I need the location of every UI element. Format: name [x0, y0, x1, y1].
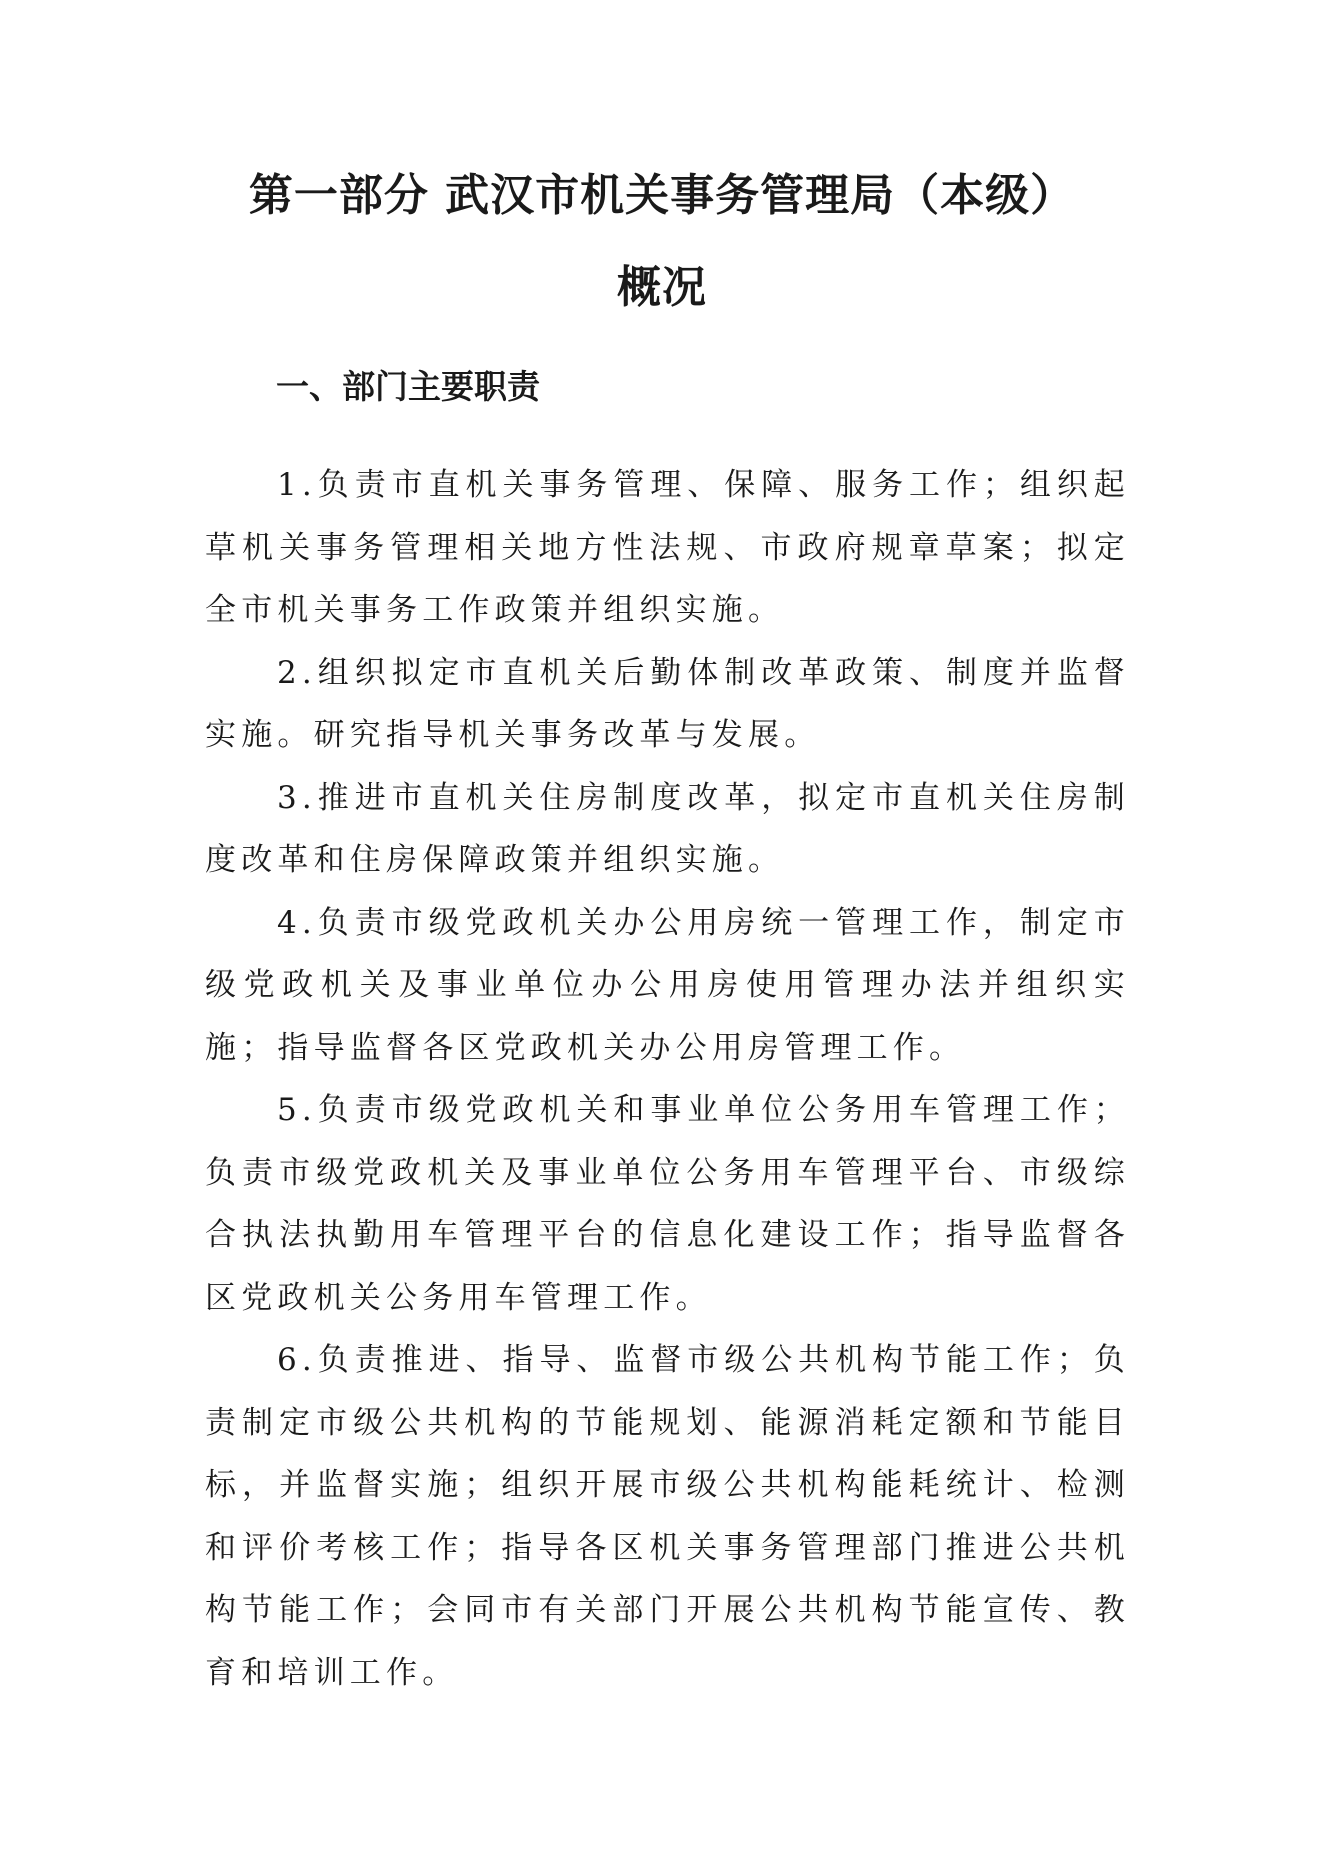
document-title-line-2: 概况 — [617, 262, 707, 313]
document-body — [205, 454, 1130, 1704]
duty-paragraph-1: 1.负责市直机关事务管理、保障、服务工作；组织起草机关事务管理相关地方性法规、市政府规章草案；拟定全市机关事务工作政策并组织实施。 — [205, 467, 1130, 628]
duty-paragraph-3: 3.推进市直机关住房制度改革，拟定市直机关住房制度改革和住房保障政策并组织实施。 — [205, 779, 1130, 878]
document-title-line-1: 第一部分 武汉市机关事务管理局（本级） — [248, 170, 1076, 221]
duty-paragraph-5: 5.负责市级党政机关和事业单位公务用车管理工作；负责市级党政机关及事业单位公务用车管理平台、市级综合执法执勤用车管理平台的信息化建设工作；指导监督各区党政机关公务用车管理工作。 — [205, 1092, 1130, 1316]
duty-paragraph-2: 2.组织拟定市直机关后勤体制改革政策、制度并监督实施。研究指导机关事务改革与发展。 — [205, 654, 1130, 753]
section-heading: 一、部门主要职责 — [276, 367, 540, 406]
duty-paragraph-4: 4.负责市级党政机关办公用房统一管理工作，制定市级党政机关及事业单位办公用房使用管理办法并组织实施；指导监督各区党政机关办公用房管理工作。 — [205, 904, 1130, 1066]
duty-paragraph-6: 6.负责推进、指导、监督市级公共机构节能工作；负责制定市级公共机构的节能规划、能源消耗定额和节能目标，并监督实施；组织开展市级公共机构能耗统计、检测和评价考核工作；指导各区机关事务管理部门推进公共机构节能工作；会同市有关部门开展公共机构节能宣传、教育和培训工作。 — [205, 1342, 1130, 1691]
